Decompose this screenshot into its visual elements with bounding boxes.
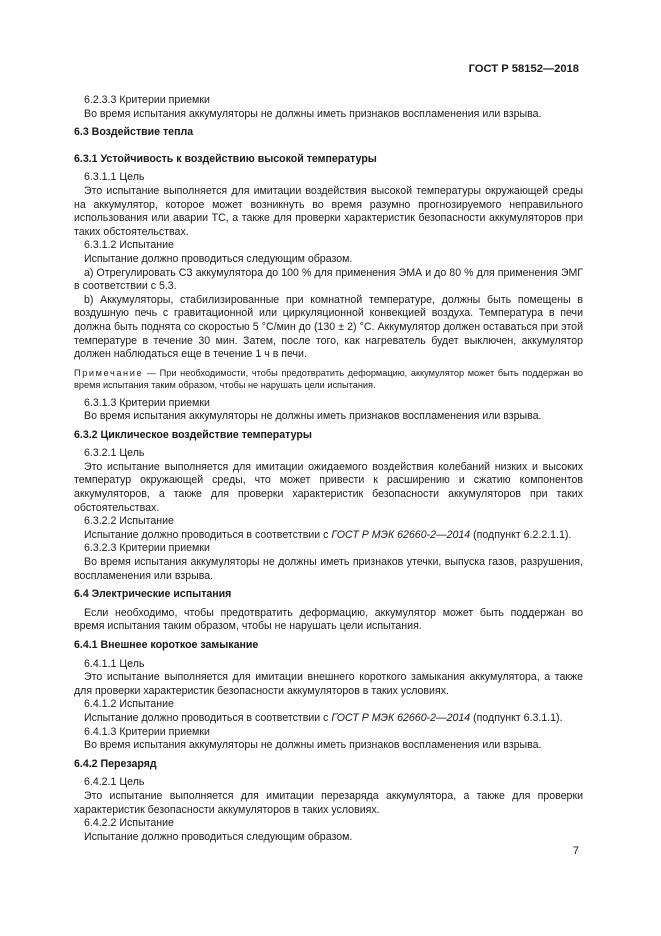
clause-6-3-2-2-title: 6.3.2.2 Испытание	[84, 515, 174, 528]
list-item-a: a) Отрегулировать СЗ аккумулятора до 100 % для применения ЭМА и до 80 % для применения ЭМГ в соответствии с 5.3.	[74, 266, 583, 293]
clause-6-3-1-3-title: 6.3.1.3 Критерии приемки	[84, 396, 210, 409]
document-body	[74, 94, 583, 844]
note-label: Примечание	[74, 367, 144, 378]
clause-6-2-3-3-text: Во время испытания аккумуляторы не должны иметь признаков воспламенения или взрыва.	[84, 107, 542, 120]
section-6-4-2-heading: 6.4.2 Перезаряд	[74, 757, 157, 770]
clause-6-3-2-2-text	[74, 529, 583, 543]
clause-6-4-1-3-text: Во время испытания аккумуляторы не должны иметь признаков воспламенения или взрыва.	[84, 739, 542, 752]
clause-6-4-2-2-title: 6.4.2.2 Испытание	[84, 817, 174, 830]
clause-6-4-1-2-title: 6.4.1.2 Испытание	[84, 698, 174, 711]
clause-6-4-1-3-title: 6.4.1.3 Критерии приемки	[84, 725, 210, 738]
clause-6-4-2-1-text: Это испытание выполняется для имитации перезаряда аккумулятора, а также для проверки характеристик безопасности аккумуляторов в таких условиях.	[74, 789, 583, 816]
clause-6-4-2-2-text: Испытание должно проводиться следующим образом.	[84, 830, 353, 843]
clause-6-4-1-2-text-b: (подпункт 6.3.1.1).	[470, 711, 563, 724]
clause-6-3-1-2-text: Испытание должно проводиться следующим образом.	[84, 252, 353, 265]
note	[74, 367, 583, 392]
note-text: — При необходимости, чтобы предотвратить деформацию, аккумулятор может быть поддержан во время испытания таким образом, чтобы не нарушать цели испытания.	[74, 367, 583, 391]
clause-6-3-1-1-text: Это испытание выполняется для имитации воздействия высокой температуры окружающей среды на аккумулятор, которое может возникнуть во время разумно прогнозируемого неправильного использования или аварии ТС, а также для проверки характеристик безопасности аккумуляторов при таких обстоятельствах.	[74, 184, 583, 238]
standard-reference: ГОСТ Р МЭК 62660-2—2014	[331, 711, 471, 724]
clause-6-3-2-1-text: Это испытание выполняется для имитации ожидаемого воздействия колебаний низких и высоких температур окружающей среды, что может привести к расширению и сжатию компонентов аккумуляторов, а также для проверки характеристик безопасности аккумуляторов при таких обстоятельствах.	[74, 460, 583, 514]
clause-6-2-3-3-title: 6.2.3.3 Критерии приемки	[84, 94, 210, 106]
clause-6-3-2-1-title: 6.3.2.1 Цель	[84, 447, 145, 460]
document-code-header: ГОСТ Р 58152—2018	[468, 63, 579, 75]
clause-6-4-1-2-text-a: Испытание должно проводиться в соответствии с	[84, 711, 332, 724]
clause-6-4-1-1-text: Это испытание выполняется для имитации внешнего короткого замыкания аккумулятора, а также для проверки характеристик безопасности аккумуляторов в таких условиях.	[74, 671, 583, 697]
clause-6-3-1-1-title: 6.3.1.1 Цель	[84, 171, 145, 184]
clause-6-3-1-2-title: 6.3.1.2 Испытание	[84, 239, 174, 252]
clause-6-4-2-1-title: 6.4.2.1 Цель	[84, 776, 145, 789]
page-number: 7	[572, 845, 579, 857]
list-item-b: b) Аккумуляторы, стабилизированные при комнатной температуре, должны быть помещены в воздушную печь с гравитационной или циркуляционной конвекцией воздуха. Температура в печи должна быть поднята со скоростью 5 °С/мин до (130 ± 2) °С. Аккумулятор должен оставаться при этой температуре в течение 30 мин. Затем, после того, как нагреватель будет выключен, аккумулятор должен наблюдаться еще в течение 1 ч в печи.	[74, 293, 583, 361]
standard-reference: ГОСТ Р МЭК 62660-2—2014	[331, 528, 471, 541]
clause-6-3-1-3-text: Во время испытания аккумуляторы не должны иметь признаков воспламенения или взрыва.	[84, 410, 542, 423]
clause-6-4-1-2-text	[74, 712, 583, 726]
clause-6-4-1-1-title: 6.4.1.1 Цель	[84, 657, 145, 670]
section-6-4-1-heading: 6.4.1 Внешнее короткое замыкание	[74, 639, 259, 651]
clause-6-3-2-3-text: Во время испытания аккумуляторы не должны иметь признаков утечки, выпуска газов, разрушения, воспламенения или взрыва.	[74, 556, 583, 582]
section-6-4-heading: 6.4 Электрические испытания	[74, 588, 232, 601]
clause-6-3-2-2-text-a: Испытание должно проводиться в соответствии с	[84, 528, 332, 541]
clause-6-3-2-2-text-b: (подпункт 6.2.2.1.1).	[470, 528, 572, 541]
section-6-3-1-heading: 6.3.1 Устойчивость к воздействию высокой температуры	[74, 152, 377, 165]
section-6-3-2-heading: 6.3.2 Циклическое воздействие температуры	[74, 428, 312, 441]
clause-6-3-2-3-title: 6.3.2.3 Критерии приемки	[84, 542, 210, 555]
section-6-3-heading: 6.3 Воздействие тепла	[74, 126, 194, 139]
section-6-4-text: Если необходимо, чтобы предотвратить деформацию, аккумулятор может быть поддержан во время испытания таким образом, чтобы не нарушать цели испытания.	[74, 606, 583, 633]
